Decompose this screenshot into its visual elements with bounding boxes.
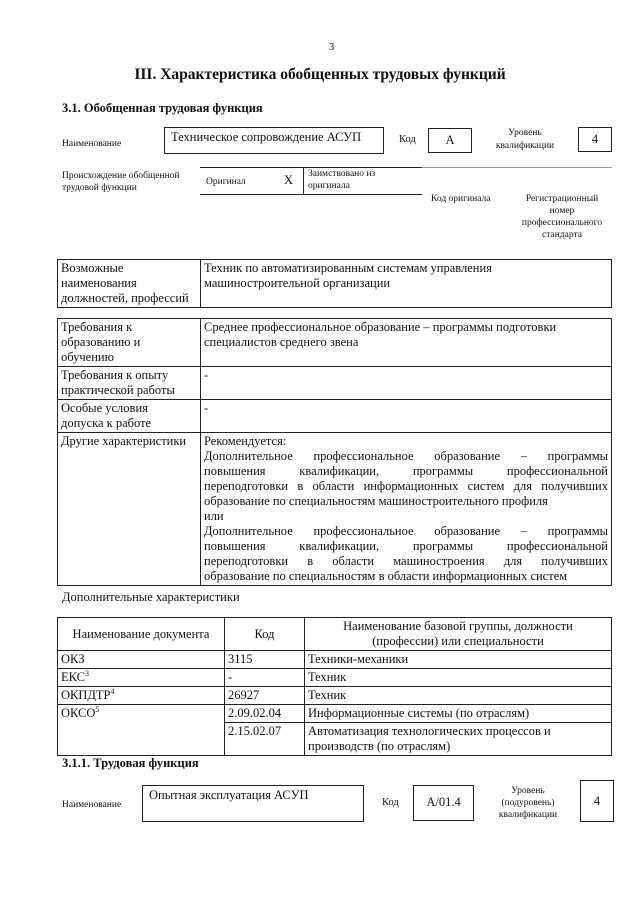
other-p2-line: Дополнительное профессиональное образование – программы [204, 524, 608, 538]
col-name-header-line: (профессии) или специальности [372, 634, 544, 648]
doc-name: ОКСО [61, 706, 96, 720]
gtf-reg-number-label-1: Регистрационный [525, 194, 599, 204]
other-or: или [204, 509, 224, 523]
tf-code-value: A/01.4 [426, 795, 461, 809]
gtf-code-value: A [445, 133, 455, 147]
additional-row [58, 687, 612, 705]
additional-row [58, 669, 612, 687]
code-cell: 2.09.02.04 [225, 705, 305, 723]
gtf-origin-box [200, 167, 422, 195]
additional-heading: Дополнительные характеристики [62, 590, 240, 604]
requirement-label [58, 367, 201, 400]
code-original-cell-line [422, 167, 512, 168]
doc-cell [58, 687, 225, 705]
gtf-heading: 3.1. Обобщенная трудовая функция [62, 101, 263, 115]
name-cell [305, 723, 612, 756]
requirement-value [201, 319, 612, 367]
section-title: III. Характеристика обобщенных трудовых функций [134, 66, 506, 83]
gtf-name-value: Техническое сопровождение АСУП [171, 130, 362, 144]
additional-header-row [58, 618, 612, 651]
requirement-row-other [58, 433, 612, 586]
gtf-level-value: 4 [591, 132, 599, 146]
code-cell: 2.15.02.07 [225, 723, 305, 756]
additional-row [58, 651, 612, 669]
gtf-origin-label-2: трудовой функции [62, 183, 137, 193]
col-code-header: Код [225, 618, 305, 651]
requirement-value-line: - [204, 401, 209, 415]
name-cell: Техники-механики [305, 651, 612, 669]
positions-label-line: должностей, профессий [61, 291, 189, 305]
requirement-row-admission [58, 400, 612, 433]
doc-name: ОКЗ [61, 652, 85, 666]
tf-code-box [413, 785, 474, 821]
other-p1-line: Дополнительное профессиональное образование – программы [204, 449, 608, 463]
requirement-label-line: допуска к работе [61, 416, 152, 430]
requirement-label-line: Особые условия [61, 401, 148, 415]
tf-name-label: Наименование [62, 800, 122, 810]
tf-level-value: 4 [593, 794, 601, 808]
other-p2-line: переподготовки в области машиностроения для получивших [204, 554, 608, 568]
requirement-label [58, 400, 201, 433]
col-name-header-line: Наименование базовой группы, должности [343, 619, 573, 633]
gtf-level-box [578, 127, 612, 152]
gtf-code-label: Код [399, 134, 416, 145]
reg-number-cell-line [512, 167, 612, 168]
gtf-code-original-label: Код оригинала [431, 194, 491, 204]
gtf-borrowed-label-1: Заимствовано из [308, 169, 376, 179]
requirement-label [58, 319, 201, 367]
name-cell-line: Автоматизация технологических процессов и [308, 724, 551, 738]
positions-table [57, 259, 612, 308]
name-cell-line: производств (по отраслям) [308, 739, 451, 753]
requirement-label-line: Требования к опыту [61, 368, 169, 382]
gtf-reg-number-label-4: стандарта [542, 230, 582, 240]
other-intro: Рекомендуется: [204, 434, 287, 448]
positions-label-line: наименования [61, 276, 137, 290]
tf-level-label-1: Уровень [511, 786, 545, 796]
tf-code-label: Код [382, 797, 399, 808]
requirement-label-line: образованию и [61, 335, 141, 349]
code-cell: 3115 [225, 651, 305, 669]
page-number: 3 [329, 42, 335, 53]
requirement-value-line: - [204, 368, 209, 382]
requirement-value-line: Среднее профессиональное образование – программы подготовки [204, 320, 557, 334]
gtf-name-label: Наименование [62, 139, 122, 149]
footnote-ref: 5 [95, 704, 100, 714]
positions-label [58, 260, 201, 308]
gtf-level-label-2: квалификации [495, 141, 555, 151]
doc-cell [58, 669, 225, 687]
col-doc-header: Наименование документа [58, 618, 225, 651]
other-label: Другие характеристики [58, 433, 201, 586]
requirement-label-line: практической работы [61, 383, 175, 397]
gtf-borrowed-label-2: оригинала [308, 181, 350, 191]
footnote-ref: 4 [110, 686, 115, 696]
gtf-origin-label-1: Происхождение обобщенной [62, 171, 180, 181]
other-value [201, 433, 612, 586]
gtf-original-label: Оригинал [206, 177, 246, 187]
gtf-name-box [164, 127, 384, 154]
other-p1-line: переподготовки в области информационных систем для получивших [204, 479, 608, 493]
gtf-reg-number-label-3: профессионального [521, 218, 603, 228]
gtf-level-label-1: Уровень [508, 128, 542, 138]
requirement-value [201, 400, 612, 433]
name-cell: Техник [305, 687, 612, 705]
requirement-value [201, 367, 612, 400]
additional-table [57, 617, 612, 756]
positions-value [201, 260, 612, 308]
other-p1-line: повышения квалификации, программы профессиональной [204, 464, 608, 478]
tf-heading: 3.1.1. Трудовая функция [62, 756, 199, 770]
tf-level-box [580, 780, 614, 822]
origin-divider [303, 168, 304, 194]
footnote-ref: 3 [85, 668, 89, 678]
positions-value-line: Техник по автоматизированным системам управления [204, 261, 492, 275]
tf-name-box [142, 785, 364, 822]
name-cell: Информационные системы (по отраслям) [305, 705, 612, 723]
requirement-label-line: обучению [61, 350, 114, 364]
other-p2-last: образование по специальностям в области информационных систем [204, 569, 568, 583]
positions-label-line: Возможные [61, 261, 124, 275]
other-p2-line: повышения квалификации, программы профессиональной [204, 539, 608, 553]
requirement-label-line: Требования к [61, 320, 133, 334]
gtf-code-box [428, 128, 472, 153]
tf-level-label-3: квалификации [498, 810, 558, 820]
code-cell: - [225, 669, 305, 687]
other-p1-last: образование по специальностям машиностроительного профиля [204, 494, 548, 508]
col-name-header [305, 618, 612, 651]
gtf-original-mark: X [284, 173, 294, 187]
positions-value-line: машиностроительной организации [204, 276, 391, 290]
code-cell: 26927 [225, 687, 305, 705]
requirement-row-experience [58, 367, 612, 400]
doc-cell [58, 705, 225, 756]
doc-name: ЕКС [61, 670, 85, 684]
additional-row [58, 705, 612, 723]
requirement-value-line: специалистов среднего звена [204, 335, 359, 349]
positions-row [58, 260, 612, 308]
tf-level-label-2: (подуровень) [501, 798, 555, 808]
requirements-table [57, 318, 612, 586]
tf-name-value: Опытная эксплуатация АСУП [149, 788, 309, 802]
gtf-reg-number-label-2: номер [549, 206, 575, 216]
doc-cell [58, 651, 225, 669]
name-cell: Техник [305, 669, 612, 687]
requirement-row-education [58, 319, 612, 367]
doc-name: ОКПДТР [61, 688, 111, 702]
